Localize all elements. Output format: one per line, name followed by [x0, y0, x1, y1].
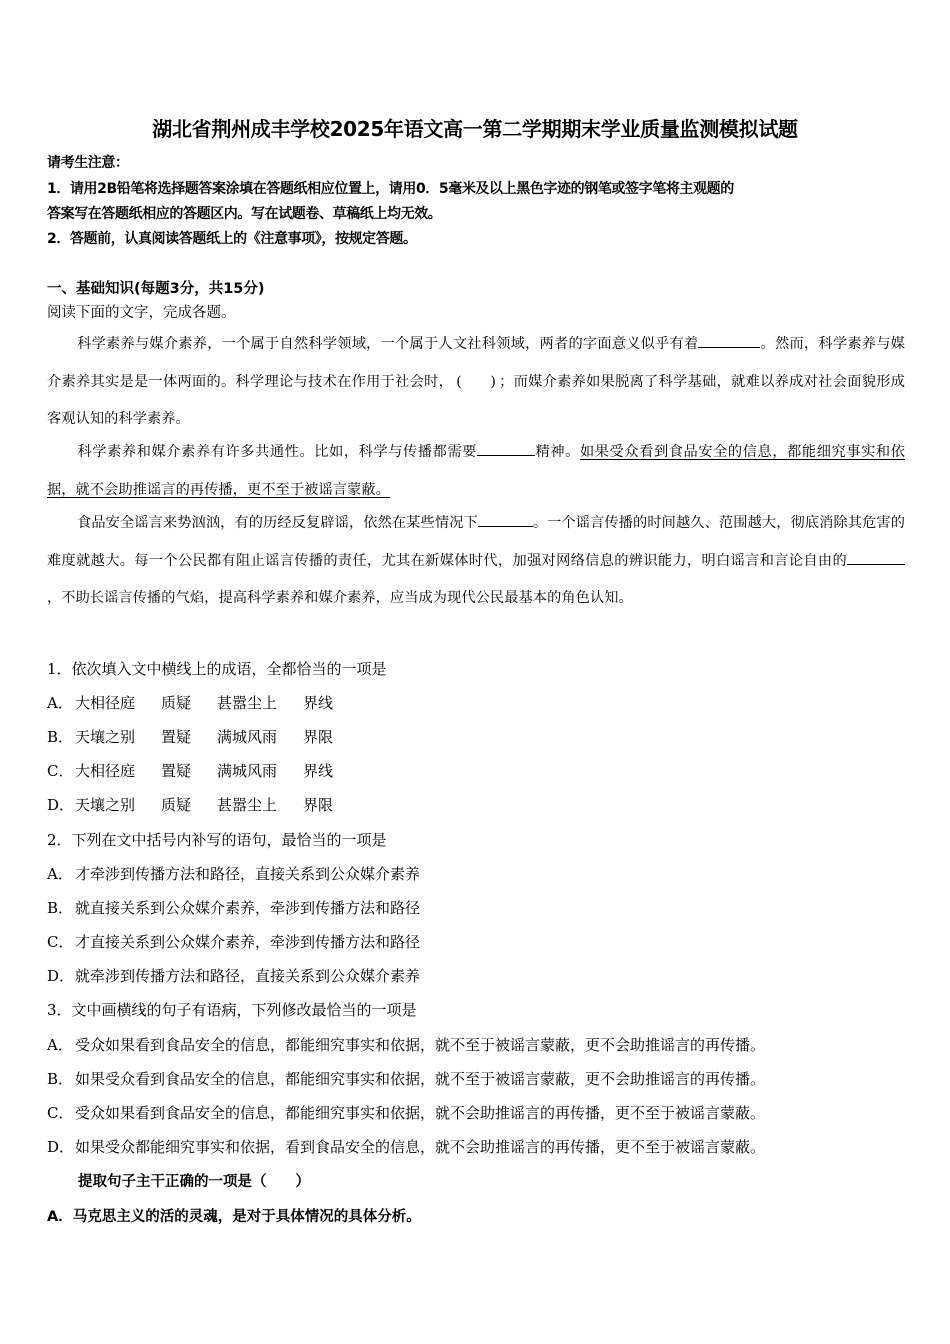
p2-text-b: 精神。	[535, 444, 580, 460]
option-word: 大相径庭	[75, 694, 136, 712]
blank-1	[698, 333, 760, 348]
blank-4	[847, 550, 905, 565]
p3-text-b: 。一个谣言传播的时间越久、范围越大，彻底消除其危害的难度就越大。每一个公民都有阻止谣言传播的责任，尤其在新媒体时代，加强对网络信息的辨识能力，明白谣言和言论自由的	[47, 515, 905, 569]
option-key: C．	[47, 762, 74, 780]
option-text: 就牵涉到传播方法和路径，直接关系到公众媒介素养	[75, 967, 421, 985]
question-2-stem: 2．下列在文中括号内补写的语句，最恰当的一项是	[47, 831, 387, 849]
notice-item-1a: 1．请用2B铅笔将选择题答案涂填在答题纸相应位置上，请用0．5毫米及以上黑色字迹的钢笔或签字笔将主观题的	[47, 181, 734, 197]
passage-paragraph-2	[47, 434, 905, 509]
option-word: 大相径庭	[75, 762, 136, 780]
blank-3	[478, 512, 533, 527]
option-key: B．	[47, 1070, 74, 1088]
option-key: C．	[47, 933, 74, 951]
q3-option-d[interactable]	[47, 1136, 765, 1157]
p3-text-a: 食品安全谣言来势汹汹，有的历经反复辟谣，依然在某些情况下	[77, 515, 478, 531]
notice-item-2: 2．答题前，认真阅读答题纸上的《注意事项》，按规定答题。	[47, 231, 417, 247]
question-4-stem: 提取句子主干正确的一项是（ ）	[78, 1174, 310, 1190]
p2-text-a: 科学素养和媒介素养有许多共通性。比如，科学与传播都需要	[77, 444, 478, 460]
blank-2	[477, 441, 535, 456]
q1-option-b[interactable]	[47, 726, 359, 747]
q2-option-b[interactable]	[47, 897, 420, 918]
option-word: 置疑	[161, 762, 192, 780]
option-word: 天壤之别	[75, 796, 136, 814]
passage-paragraph-3	[47, 505, 905, 618]
notice-heading: 请考生注意：	[47, 155, 129, 171]
option-key: A．	[47, 694, 73, 712]
option-text: 才牵涉到传播方法和路径，直接关系到公众媒介素养	[75, 865, 421, 883]
option-key: B．	[47, 899, 74, 917]
option-word: 界限	[303, 728, 334, 746]
q1-option-c[interactable]	[47, 760, 359, 781]
option-key: D．	[47, 967, 75, 985]
q2-option-c[interactable]	[47, 931, 420, 952]
option-word: 天壤之别	[75, 728, 136, 746]
option-word: 甚嚣尘上	[217, 796, 278, 814]
q1-option-d[interactable]	[47, 794, 359, 815]
option-word: 界线	[303, 694, 334, 712]
q3-option-c[interactable]	[47, 1102, 765, 1123]
q3-option-a[interactable]	[47, 1034, 765, 1055]
option-text: 才直接关系到公众媒介素养，牵涉到传播方法和路径	[75, 933, 421, 951]
option-key: C．	[47, 1104, 74, 1122]
option-key: A．	[47, 1036, 73, 1054]
answer-parenthesis: ( )	[456, 373, 497, 390]
option-text: 如果受众看到食品安全的信息，都能细究事实和依据，就不至于被谣言蒙蔽，更不会助推谣言的再传播。	[75, 1070, 766, 1088]
p3-text-c: ，不助长谣言传播的气焰，提高科学素养和媒介素养，应当成为现代公民最基本的角色认知。	[47, 590, 633, 606]
option-key: D．	[47, 1138, 75, 1156]
section-heading: 一、基础知识(每题3分，共15分)	[47, 281, 265, 297]
option-text: 受众如果看到食品安全的信息，都能细究事实和依据，就不会助推谣言的再传播，更不至于被谣言蒙蔽。	[75, 1104, 766, 1122]
option-word: 界限	[303, 796, 334, 814]
q2-option-a[interactable]	[47, 863, 420, 884]
option-key: D．	[47, 796, 75, 814]
section-instruction: 阅读下面的文字，完成各题。	[47, 305, 236, 321]
option-key: B．	[47, 728, 74, 746]
page-title: 湖北省荆州成丰学校2025年语文高一第二学期期末学业质量监测模拟试题	[152, 117, 798, 141]
option-text: 就直接关系到公众媒介素养，牵涉到传播方法和路径	[75, 899, 421, 917]
option-text: 如果受众都能细究事实和依据，看到食品安全的信息，就不会助推谣言的再传播，更不至于被谣言蒙蔽。	[75, 1138, 766, 1156]
option-word: 质疑	[161, 796, 192, 814]
option-word: 甚嚣尘上	[217, 694, 278, 712]
q4-option-a[interactable]: A．马克思主义的活的灵魂，是对于具体情况的具体分析。	[47, 1209, 421, 1225]
option-word: 界线	[303, 762, 334, 780]
question-1-stem: 1．依次填入文中横线上的成语，全都恰当的一项是	[47, 660, 387, 678]
q2-option-d[interactable]	[47, 965, 420, 986]
underlined-sentence: 如果受众看到食品安全的信息，都能细究事实和依据，就不会助推谣言的再传播，更不至于被谣言蒙蔽。	[47, 444, 905, 498]
option-word: 质疑	[161, 694, 192, 712]
option-key: A．	[47, 865, 73, 883]
q3-option-b[interactable]	[47, 1068, 765, 1089]
option-text: 受众如果看到食品安全的信息，都能细究事实和依据，就不至于被谣言蒙蔽，更不会助推谣言的再传播。	[75, 1036, 766, 1054]
option-word: 满城风雨	[217, 728, 278, 746]
p1-text-b: 。然而，科学素养与媒介素养其实是是一体两面的。科学理论与技术在作用于社会时，	[47, 336, 905, 390]
option-word: 满城风雨	[217, 762, 278, 780]
question-3-stem: 3．文中画横线的句子有语病，下列修改最恰当的一项是	[47, 1001, 417, 1019]
q1-option-a[interactable]	[47, 692, 359, 713]
p1-text-c: ；而媒介素养如果脱离了科学基础，就难以养成对社会面貌形成客观认知的科学素养。	[47, 373, 905, 427]
p1-text-a: 科学素养与媒介素养，一个属于自然科学领域，一个属于人文社科领域，两者的字面意义似乎有着	[77, 336, 699, 352]
option-word: 置疑	[161, 728, 192, 746]
passage-paragraph-1	[47, 326, 905, 439]
notice-item-1b: 答案写在答题纸相应的答题区内。写在试题卷、草稿纸上均无效。	[47, 206, 442, 222]
